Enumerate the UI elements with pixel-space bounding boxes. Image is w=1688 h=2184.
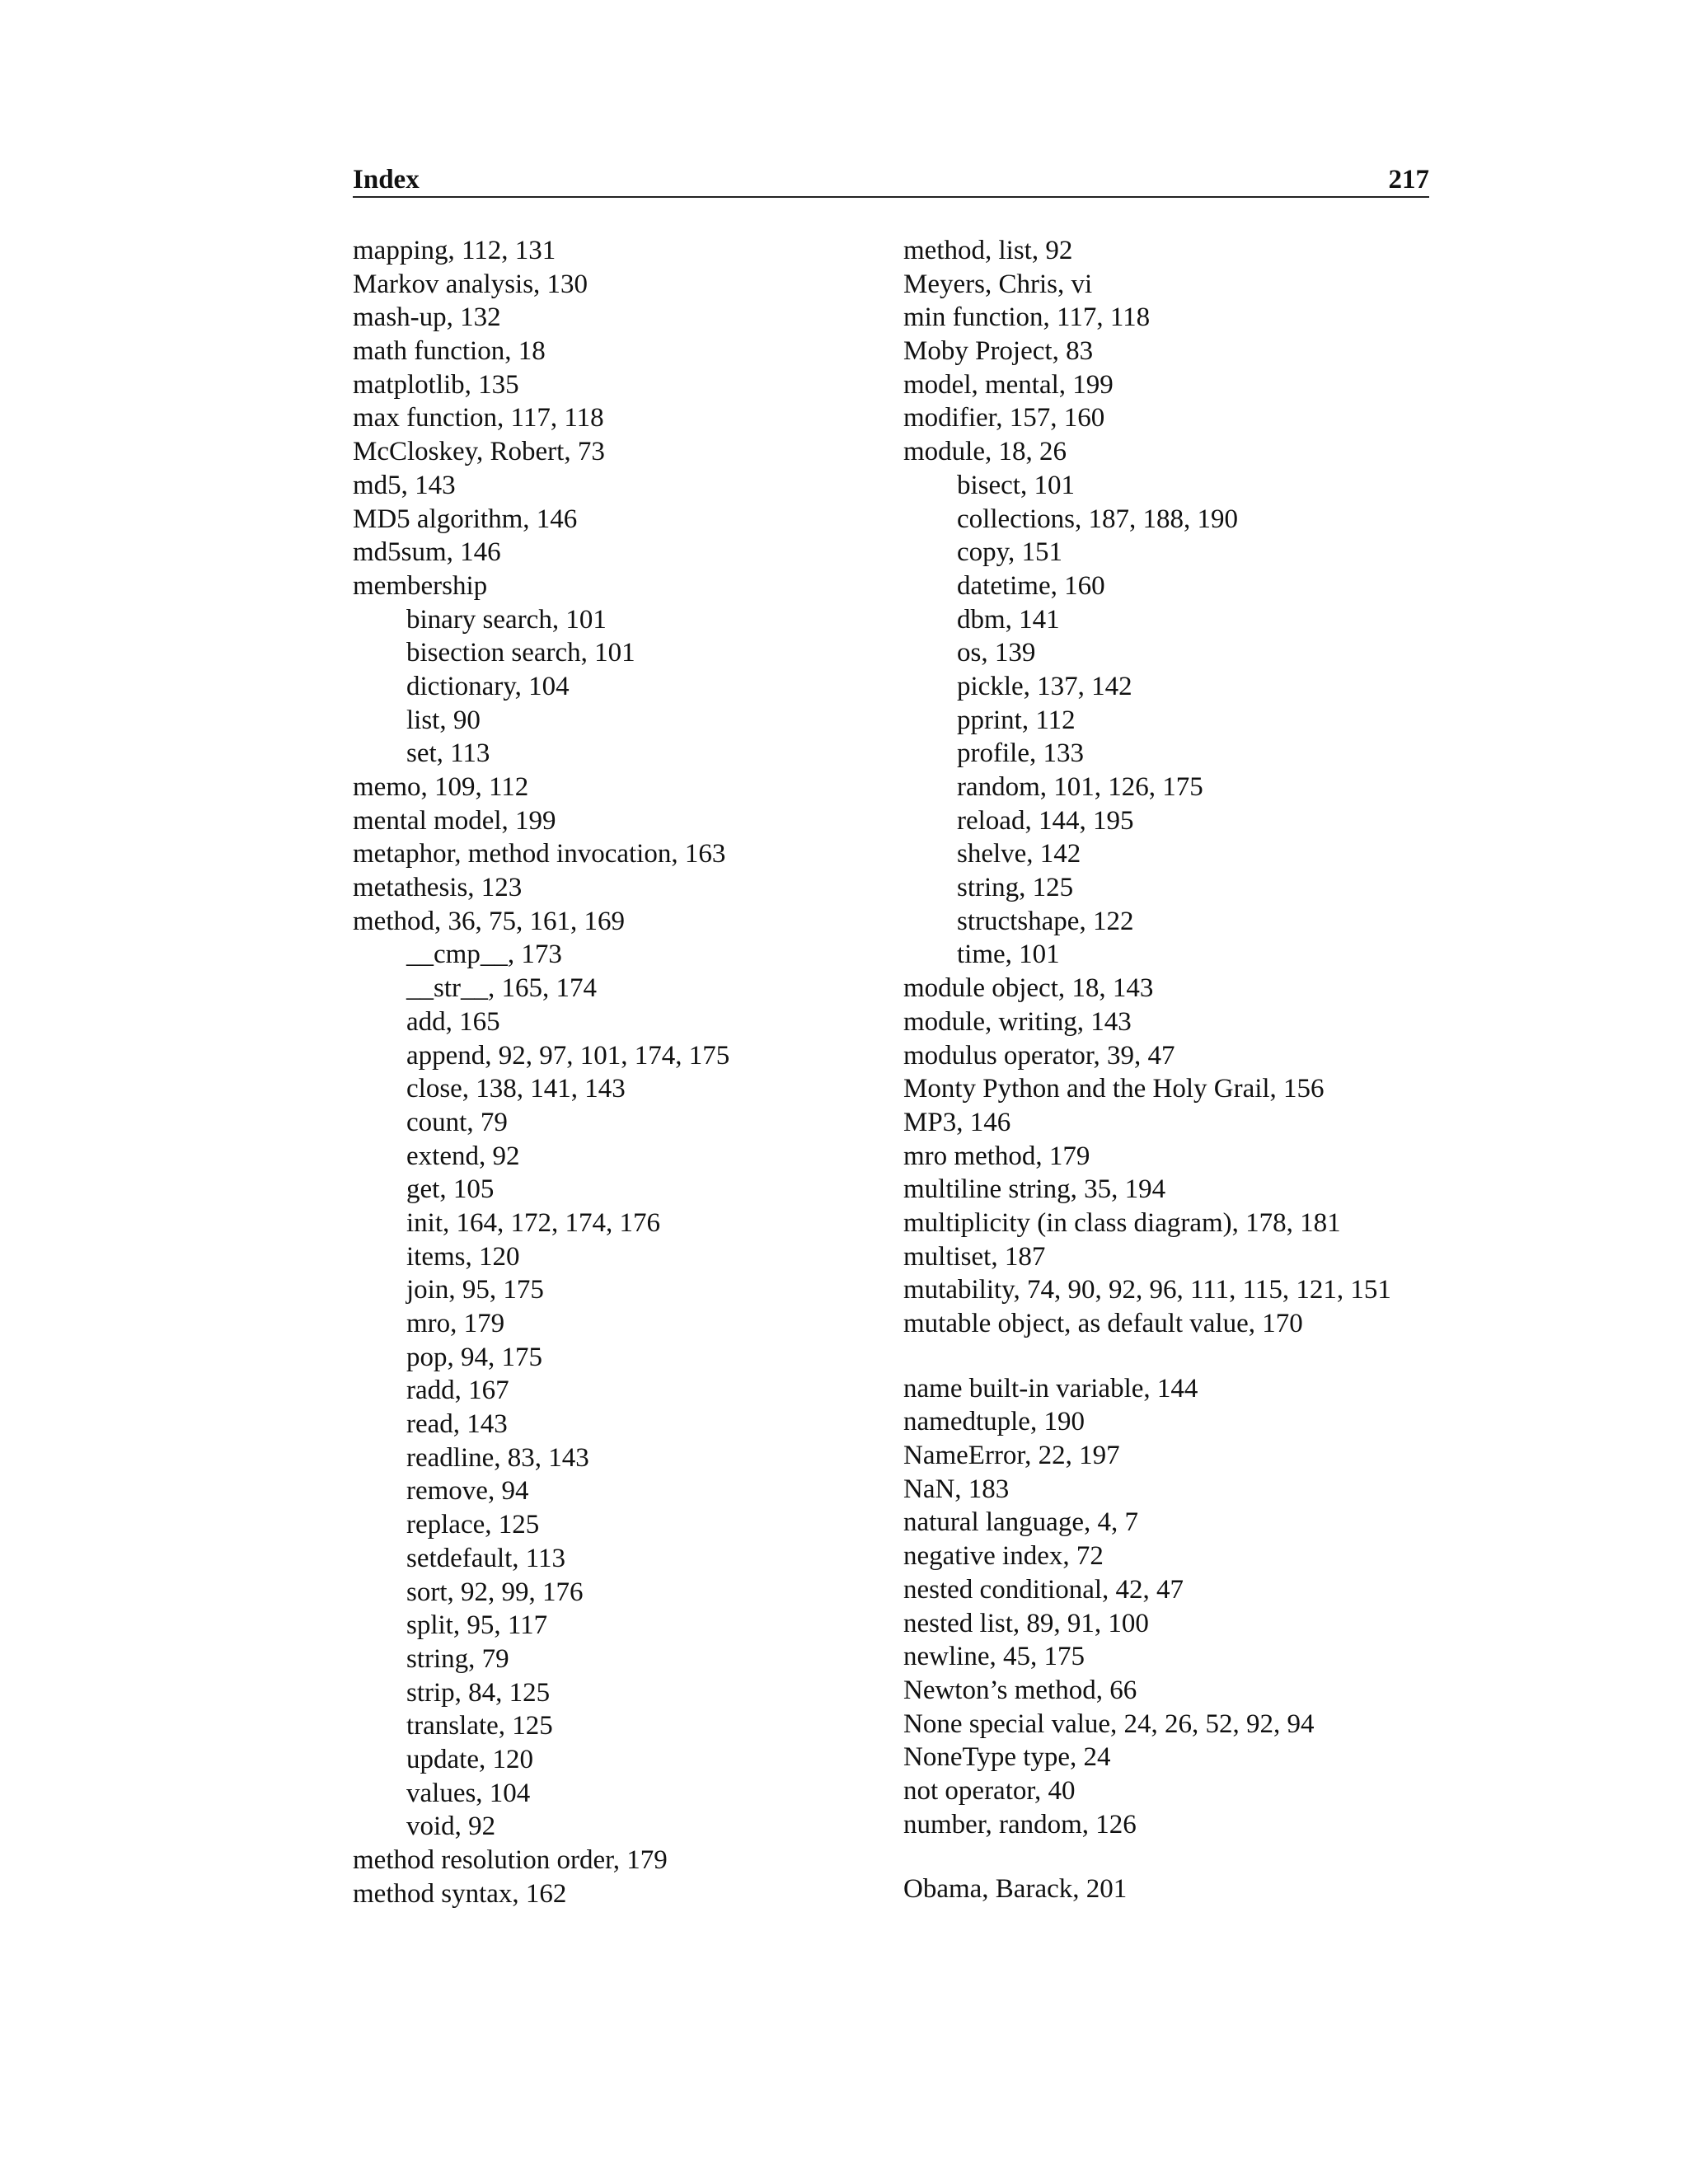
index-subentry: update, 120 (406, 1744, 533, 1774)
index-entry: not operator, 40 (903, 1775, 1076, 1806)
index-entry: model, mental, 199 (903, 369, 1114, 400)
index-subentry: bisect, 101 (957, 470, 1075, 500)
index-subentry: set, 113 (406, 738, 490, 769)
running-title: Index (353, 165, 420, 194)
index-subentry: list, 90 (406, 705, 481, 735)
index-subentry: bisection search, 101 (406, 638, 635, 668)
index-entry: Newton’s method, 66 (903, 1675, 1137, 1705)
index-subentry: void, 92 (406, 1811, 496, 1842)
index-entry: namedtuple, 190 (903, 1407, 1085, 1437)
index-subentry: sort, 92, 99, 176 (406, 1577, 584, 1607)
index-entry: module, 18, 26 (903, 437, 1067, 467)
index-entry: Meyers, Chris, vi (903, 269, 1093, 299)
index-entry: number, random, 126 (903, 1809, 1137, 1840)
index-entry: md5, 143 (353, 470, 456, 500)
index-subentry: close, 138, 141, 143 (406, 1074, 626, 1104)
index-entry: McCloskey, Robert, 73 (353, 437, 605, 467)
index-subentry: __str__, 165, 174 (406, 973, 597, 1004)
index-subentry: pop, 94, 175 (406, 1342, 542, 1372)
index-entry: newline, 45, 175 (903, 1642, 1085, 1672)
page-header (353, 160, 1429, 198)
index-entry: mash-up, 132 (353, 302, 501, 333)
index-entry: module object, 18, 143 (903, 973, 1154, 1004)
index-subentry: collections, 187, 188, 190 (957, 504, 1238, 534)
index-entry: math function, 18 (353, 336, 546, 367)
index-entry: mutability, 74, 90, 92, 96, 111, 115, 121, 151 (903, 1275, 1391, 1305)
index-entry: NoneType type, 24 (903, 1742, 1111, 1773)
index-entry: method resolution order, 179 (353, 1845, 668, 1875)
index-entry: module, writing, 143 (903, 1006, 1132, 1037)
index-entry: Obama, Barack, 201 (903, 1874, 1128, 1905)
index-subentry: pickle, 137, 142 (957, 671, 1132, 701)
index-entry: None special value, 24, 26, 52, 92, 94 (903, 1708, 1315, 1739)
index-entry: memo, 109, 112 (353, 772, 529, 802)
index-entry: natural language, 4, 7 (903, 1507, 1138, 1538)
index-entry: Monty Python and the Holy Grail, 156 (903, 1074, 1325, 1104)
index-subentry: items, 120 (406, 1241, 520, 1272)
index-subentry: string, 125 (957, 873, 1074, 903)
index-subentry: random, 101, 126, 175 (957, 772, 1203, 802)
index-subentry: append, 92, 97, 101, 174, 175 (406, 1040, 730, 1071)
index-entry: NaN, 183 (903, 1474, 1010, 1504)
index-entry: mental model, 199 (353, 805, 556, 836)
letter-group-gap (903, 1341, 1447, 1372)
index-subentry: dictionary, 104 (406, 671, 570, 701)
index-subentry: setdefault, 113 (406, 1543, 566, 1573)
index-entry: mutable object, as default value, 170 (903, 1309, 1303, 1338)
index-subentry: init, 164, 172, 174, 176 (406, 1207, 661, 1238)
letter-group-gap (903, 1841, 1447, 1872)
index-subentry: datetime, 160 (957, 570, 1105, 601)
index-entry: MD5 algorithm, 146 (353, 504, 578, 534)
index-subentry: translate, 125 (406, 1711, 553, 1741)
index-subentry: profile, 133 (957, 738, 1084, 769)
index-subentry: replace, 125 (406, 1510, 540, 1540)
index-entry: mro method, 179 (903, 1141, 1090, 1171)
index-subentry: readline, 83, 143 (406, 1442, 589, 1473)
index-subentry: remove, 94 (406, 1476, 529, 1507)
index-subentry: add, 165 (406, 1006, 500, 1037)
index-entry: Moby Project, 83 (903, 336, 1094, 367)
index-subentry: string, 79 (406, 1643, 509, 1674)
index-subentry: os, 139 (957, 638, 1036, 668)
index-entry: modifier, 157, 160 (903, 403, 1105, 434)
index-subentry: count, 79 (406, 1107, 508, 1137)
index-entry: method, list, 92 (903, 236, 1073, 265)
index-subentry: extend, 92 (406, 1141, 520, 1171)
index-entry: metaphor, method invocation, 163 (353, 839, 726, 869)
index-subentry: dbm, 141 (957, 604, 1060, 635)
index-entry: mapping, 112, 131 (353, 236, 556, 265)
index-subentry: pprint, 112 (957, 705, 1076, 735)
index-entry: negative index, 72 (903, 1541, 1104, 1572)
index-subentry: values, 104 (406, 1778, 531, 1808)
index-subentry: copy, 151 (957, 537, 1063, 568)
index-entry: matplotlib, 135 (353, 369, 519, 400)
index-subentry: radd, 167 (406, 1376, 509, 1406)
index-subentry: structshape, 122 (957, 906, 1134, 936)
index-entry: max function, 117, 118 (353, 403, 604, 434)
index-entry: NameError, 22, 197 (903, 1441, 1120, 1471)
index-subentry: get, 105 (406, 1174, 495, 1205)
index-entry: method syntax, 162 (353, 1878, 567, 1909)
index-entry: method, 36, 75, 161, 169 (353, 906, 625, 936)
index-entry: min function, 117, 118 (903, 302, 1151, 333)
index-subentry: read, 143 (406, 1409, 508, 1440)
index-subentry: reload, 144, 195 (957, 805, 1134, 836)
index-entry: multiline string, 35, 194 (903, 1174, 1166, 1205)
index-subentry: time, 101 (957, 940, 1060, 970)
index-entry: modulus operator, 39, 47 (903, 1040, 1175, 1071)
index-subentry: binary search, 101 (406, 604, 607, 635)
index-entry: nested list, 89, 91, 100 (903, 1608, 1149, 1638)
index-entry: multiplicity (in class diagram), 178, 181 (903, 1207, 1341, 1238)
index-subentry: strip, 84, 125 (406, 1677, 551, 1708)
index-entry: multiset, 187 (903, 1241, 1046, 1272)
index-entry: MP3, 146 (903, 1107, 1011, 1137)
page-number: 217 (1388, 165, 1429, 194)
index-column-right (903, 234, 1447, 1906)
index-entry: membership (353, 570, 488, 601)
index-subentry: __cmp__, 173 (406, 940, 562, 970)
index-subentry: join, 95, 175 (406, 1275, 544, 1305)
index-column-left (353, 234, 897, 1910)
index-entry: name built-in variable, 144 (903, 1373, 1198, 1404)
index-entry: nested conditional, 42, 47 (903, 1574, 1184, 1605)
index-entry: metathesis, 123 (353, 873, 523, 903)
index-subentry: shelve, 142 (957, 839, 1081, 869)
index-subentry: mro, 179 (406, 1309, 505, 1338)
index-subentry: split, 95, 117 (406, 1610, 548, 1641)
index-entry: Markov analysis, 130 (353, 269, 588, 299)
index-entry: md5sum, 146 (353, 537, 501, 568)
